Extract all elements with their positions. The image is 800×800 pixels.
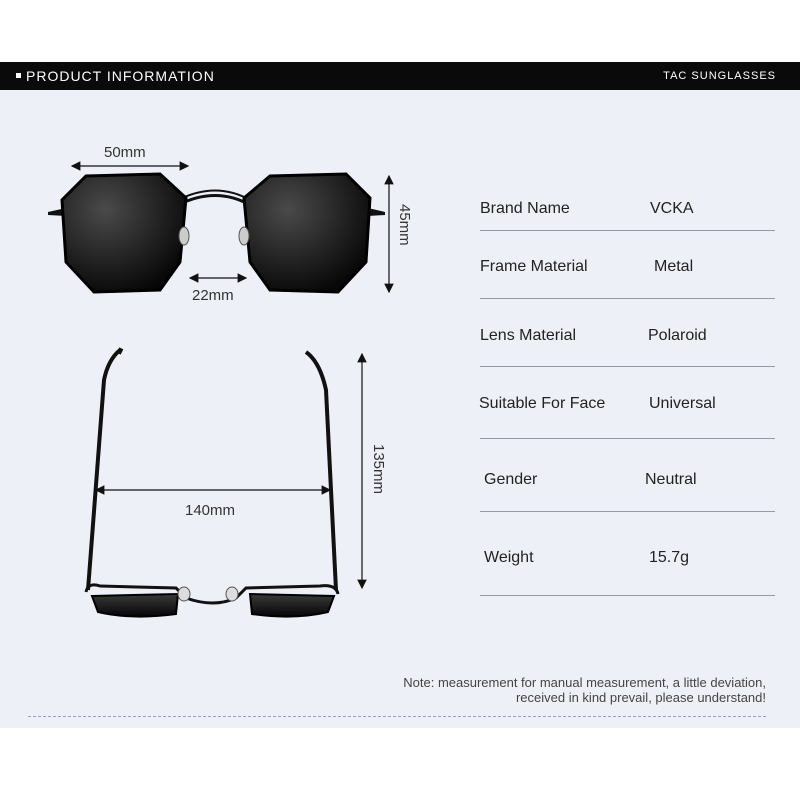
spec-value: Universal	[649, 395, 716, 412]
top-left-lens	[92, 594, 178, 617]
spec-value: Polaroid	[648, 327, 707, 344]
spec-row-frame-material	[480, 258, 775, 298]
spec-divider	[480, 298, 775, 299]
left-temple	[88, 350, 120, 590]
spec-row-weight	[480, 549, 775, 589]
spec-value: Metal	[654, 258, 694, 275]
lens-height-label: 45mm	[396, 204, 413, 246]
spec-row-lens-material	[480, 327, 775, 367]
spec-row-face	[480, 395, 775, 435]
front-view-glasses	[48, 174, 385, 292]
top-left-nose-pad	[178, 587, 190, 601]
spec-divider	[480, 595, 775, 596]
spec-label: Suitable For Face	[479, 395, 606, 412]
spec-divider	[480, 230, 775, 231]
measurement-note	[403, 675, 766, 705]
header-title: PRODUCT INFORMATION	[26, 68, 215, 84]
left-nose-pad	[179, 227, 189, 245]
spec-label: Gender	[484, 471, 538, 488]
header-subtitle: TAC SUNGLASSES	[663, 70, 776, 82]
spec-value: Neutral	[645, 471, 697, 488]
spec-label: Brand Name	[480, 200, 570, 217]
spec-label: Lens Material	[480, 327, 577, 344]
bridge-width-label: 22mm	[192, 287, 234, 304]
right-lens	[244, 174, 370, 292]
top-right-nose-pad	[226, 587, 238, 601]
note-line-1: Note: measurement for manual measurement, a little deviation,	[403, 675, 766, 690]
spec-label: Weight	[484, 549, 534, 566]
note-line-2: received in kind prevail, please understand!	[515, 690, 766, 705]
spec-divider	[480, 511, 775, 512]
spec-label: Frame Material	[480, 258, 588, 275]
spec-row-gender	[480, 471, 775, 511]
bridge	[178, 196, 250, 206]
spec-value: 15.7g	[649, 549, 690, 566]
right-nose-pad	[239, 227, 249, 245]
top-right-lens	[250, 594, 334, 617]
frame-width-label: 140mm	[185, 502, 236, 519]
top-view-glasses	[86, 350, 338, 617]
temple-length-label: 135mm	[370, 444, 387, 495]
spec-value: VCKA	[650, 200, 694, 217]
spec-row-brand	[480, 200, 775, 240]
right-temple	[306, 352, 336, 590]
spec-divider	[480, 366, 775, 367]
lens-width-label: 50mm	[104, 144, 146, 161]
dashed-divider	[28, 716, 766, 717]
left-lens	[62, 174, 186, 292]
spec-divider	[480, 438, 775, 439]
